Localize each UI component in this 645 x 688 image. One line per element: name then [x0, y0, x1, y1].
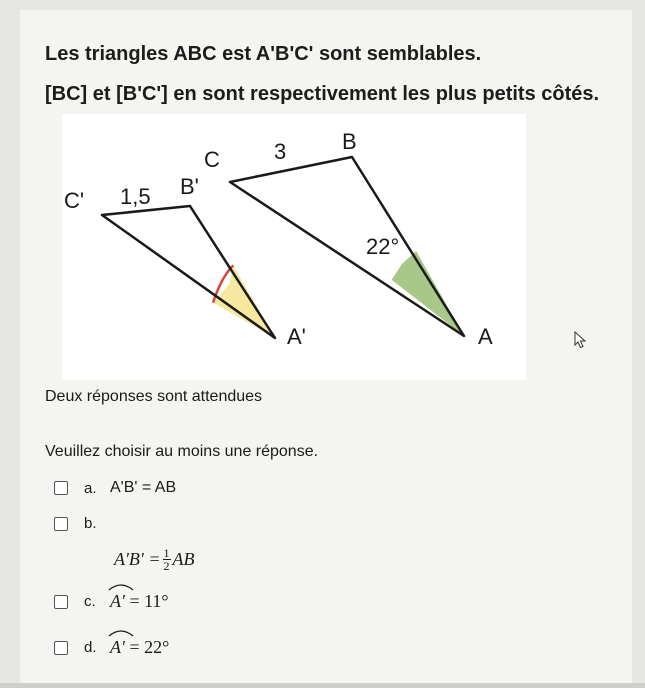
option-a[interactable]	[54, 479, 176, 497]
angle-marker-b-fill	[392, 251, 465, 336]
label-c-prime: C'	[64, 188, 85, 213]
option-b-formula	[114, 547, 195, 572]
label-side-cb: 3	[274, 139, 287, 164]
question-line-1: Les triangles ABC est A'B'C' sont semblables.	[45, 43, 482, 65]
angle-hat-icon	[108, 582, 134, 591]
choose-instruction: Veuillez choisir au moins une réponse.	[45, 443, 319, 460]
triangle-figure	[62, 114, 526, 380]
label-side-c-prime-b-prime: 1,5	[120, 184, 151, 209]
label-b: B	[342, 129, 357, 154]
question-line-2: [BC] et [B'C'] en sont respectivement les plus petits côtés.	[45, 83, 600, 105]
option-b[interactable]	[54, 515, 110, 532]
option-c-letter: c.	[84, 593, 96, 610]
checkbox-d[interactable]	[54, 641, 68, 655]
option-d-formula	[110, 637, 169, 658]
option-d-letter: d.	[84, 639, 97, 656]
checkbox-c[interactable]	[54, 595, 68, 609]
option-d-angle: A′	[110, 637, 125, 657]
option-d[interactable]	[54, 637, 169, 658]
label-c: C	[204, 147, 220, 172]
checkbox-a[interactable]	[54, 481, 68, 495]
bottom-divider	[0, 683, 645, 688]
option-b-rhs: AB	[172, 549, 195, 569]
expected-answers-note: Deux réponses sont attendues	[45, 388, 263, 405]
fraction-one-half	[163, 547, 171, 572]
checkbox-b[interactable]	[54, 517, 68, 531]
angle-hat-a-prime	[110, 591, 125, 612]
angle-hat-icon	[108, 628, 134, 637]
small-triangle	[102, 206, 275, 338]
option-a-text: A'B' = AB	[110, 479, 177, 496]
question-text	[45, 34, 635, 114]
option-a-letter: a.	[84, 479, 97, 497]
option-c-rest: = 11°	[129, 591, 169, 611]
label-b-prime: B'	[180, 174, 199, 199]
option-b-letter: b.	[84, 515, 97, 532]
option-c-formula	[110, 591, 169, 612]
option-d-rest: = 22°	[129, 637, 170, 657]
fraction-denominator: 2	[163, 559, 170, 573]
fraction-numerator: 1	[163, 546, 170, 560]
label-angle-b: 22°	[366, 234, 400, 259]
option-b-lhs: A′B′ =	[114, 549, 161, 569]
option-c[interactable]	[54, 591, 169, 612]
large-triangle	[230, 157, 464, 336]
angle-hat-a-prime-d	[110, 637, 125, 658]
option-c-angle: A′	[110, 591, 125, 611]
label-a: A	[478, 324, 493, 349]
label-a-prime: A'	[287, 324, 306, 349]
mouse-pointer-icon	[574, 331, 588, 354]
